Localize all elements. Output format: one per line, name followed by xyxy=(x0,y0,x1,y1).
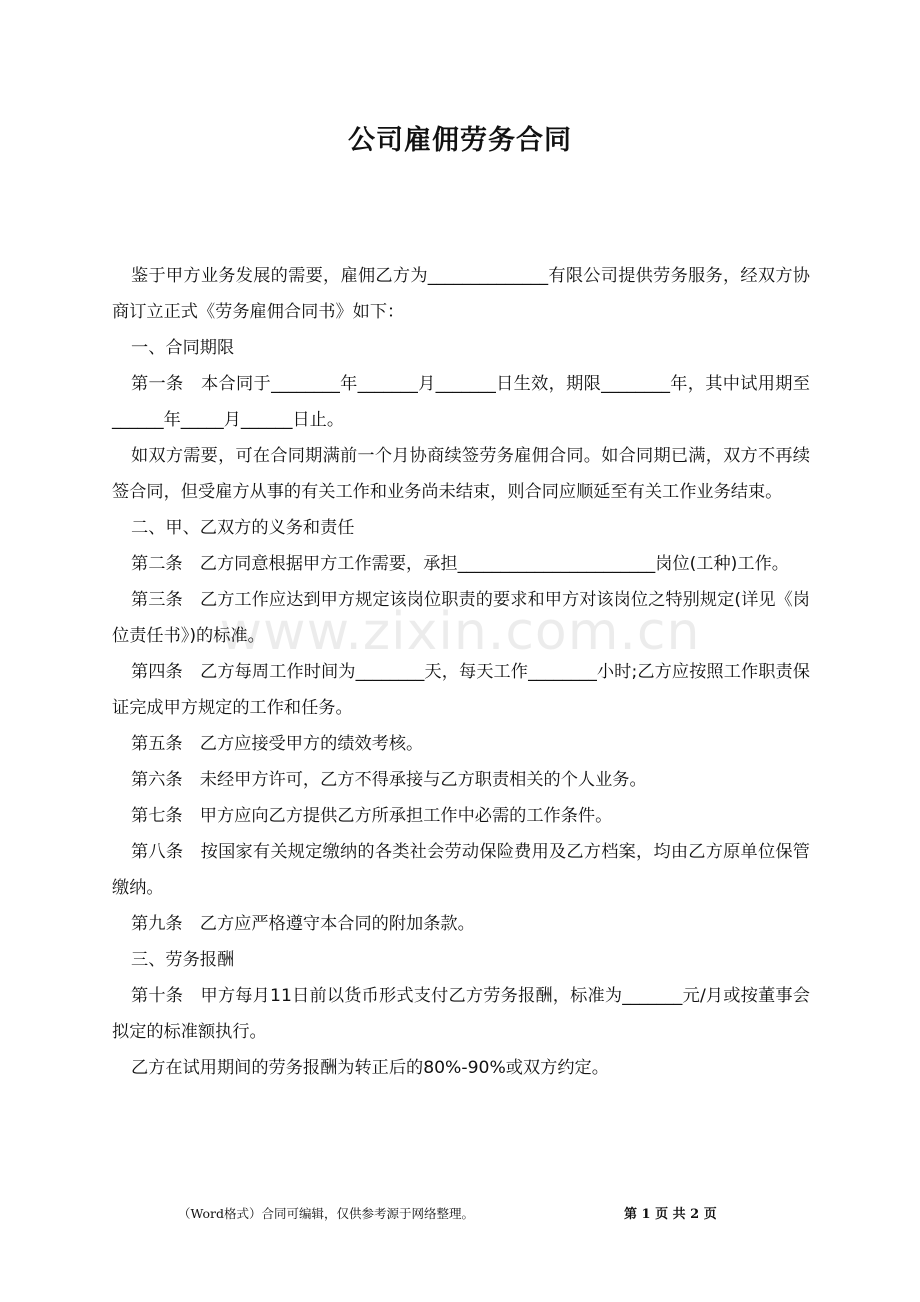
article-1: 第一条 本合同于________年_______月_______日生效，期限________年，其中试用期至______年_____月______日止。 xyxy=(112,374,810,430)
article-8: 第八条 按国家有关规定缴纳的各类社会劳动保险费用及乙方档案，均由乙方原单位保管缴纳。 xyxy=(112,842,810,898)
document-body xyxy=(112,258,810,1086)
paragraph-preamble: 鉴于甲方业务发展的需要，雇佣乙方为______________有限公司提供劳务服务，经双方协商订立正式《劳务雇佣合同书》如下： xyxy=(112,266,810,322)
article-6: 第六条 未经甲方许可，乙方不得承接与乙方职责相关的个人业务。 xyxy=(131,770,647,790)
footer-note: （Word格式）合同可编辑，仅供参考源于网络整理。 xyxy=(178,1206,475,1221)
paragraph-probation-pay: 乙方在试用期间的劳务报酬为转正后的80%-90%或双方约定。 xyxy=(131,1058,609,1078)
article-2: 第二条 乙方同意根据甲方工作需要，承担_______________________岗位(工种)工作。 xyxy=(131,554,789,574)
section-heading-term: 一、合同期限 xyxy=(131,338,235,358)
section-heading-compensation: 三、劳务报酬 xyxy=(131,950,235,970)
article-3: 第三条 乙方工作应达到甲方规定该岗位职责的要求和甲方对该岗位之特别规定(详见《岗位责任书》)的标准。 xyxy=(112,590,810,646)
article-9: 第九条 乙方应严格遵守本合同的附加条款。 xyxy=(131,914,475,934)
page-number: 第 1 页 共 2 页 xyxy=(624,1207,717,1222)
article-4: 第四条 乙方每周工作时间为________天，每天工作________小时;乙方应按照工作职责保证完成甲方规定的工作和任务。 xyxy=(112,662,810,718)
paragraph-renewal: 如双方需要，可在合同期满前一个月协商续签劳务雇佣合同。如合同期已满，双方不再续签合同，但受雇方从事的有关工作和业务尚未结束，则合同应顺延至有关工作业务结束。 xyxy=(112,446,810,502)
article-7: 第七条 甲方应向乙方提供乙方所承担工作中必需的工作条件。 xyxy=(131,806,613,826)
article-5: 第五条 乙方应接受甲方的绩效考核。 xyxy=(131,734,424,754)
watermark: www.zixin.com.cn xyxy=(219,602,701,662)
section-heading-duties: 二、甲、乙双方的义务和责任 xyxy=(131,518,355,538)
document-title: 公司雇佣劳务合同 xyxy=(348,125,572,156)
article-10: 第十条 甲方每月11日前以货币形式支付乙方劳务报酬，标准为_______元/月或按董事会拟定的标准额执行。 xyxy=(112,986,810,1042)
